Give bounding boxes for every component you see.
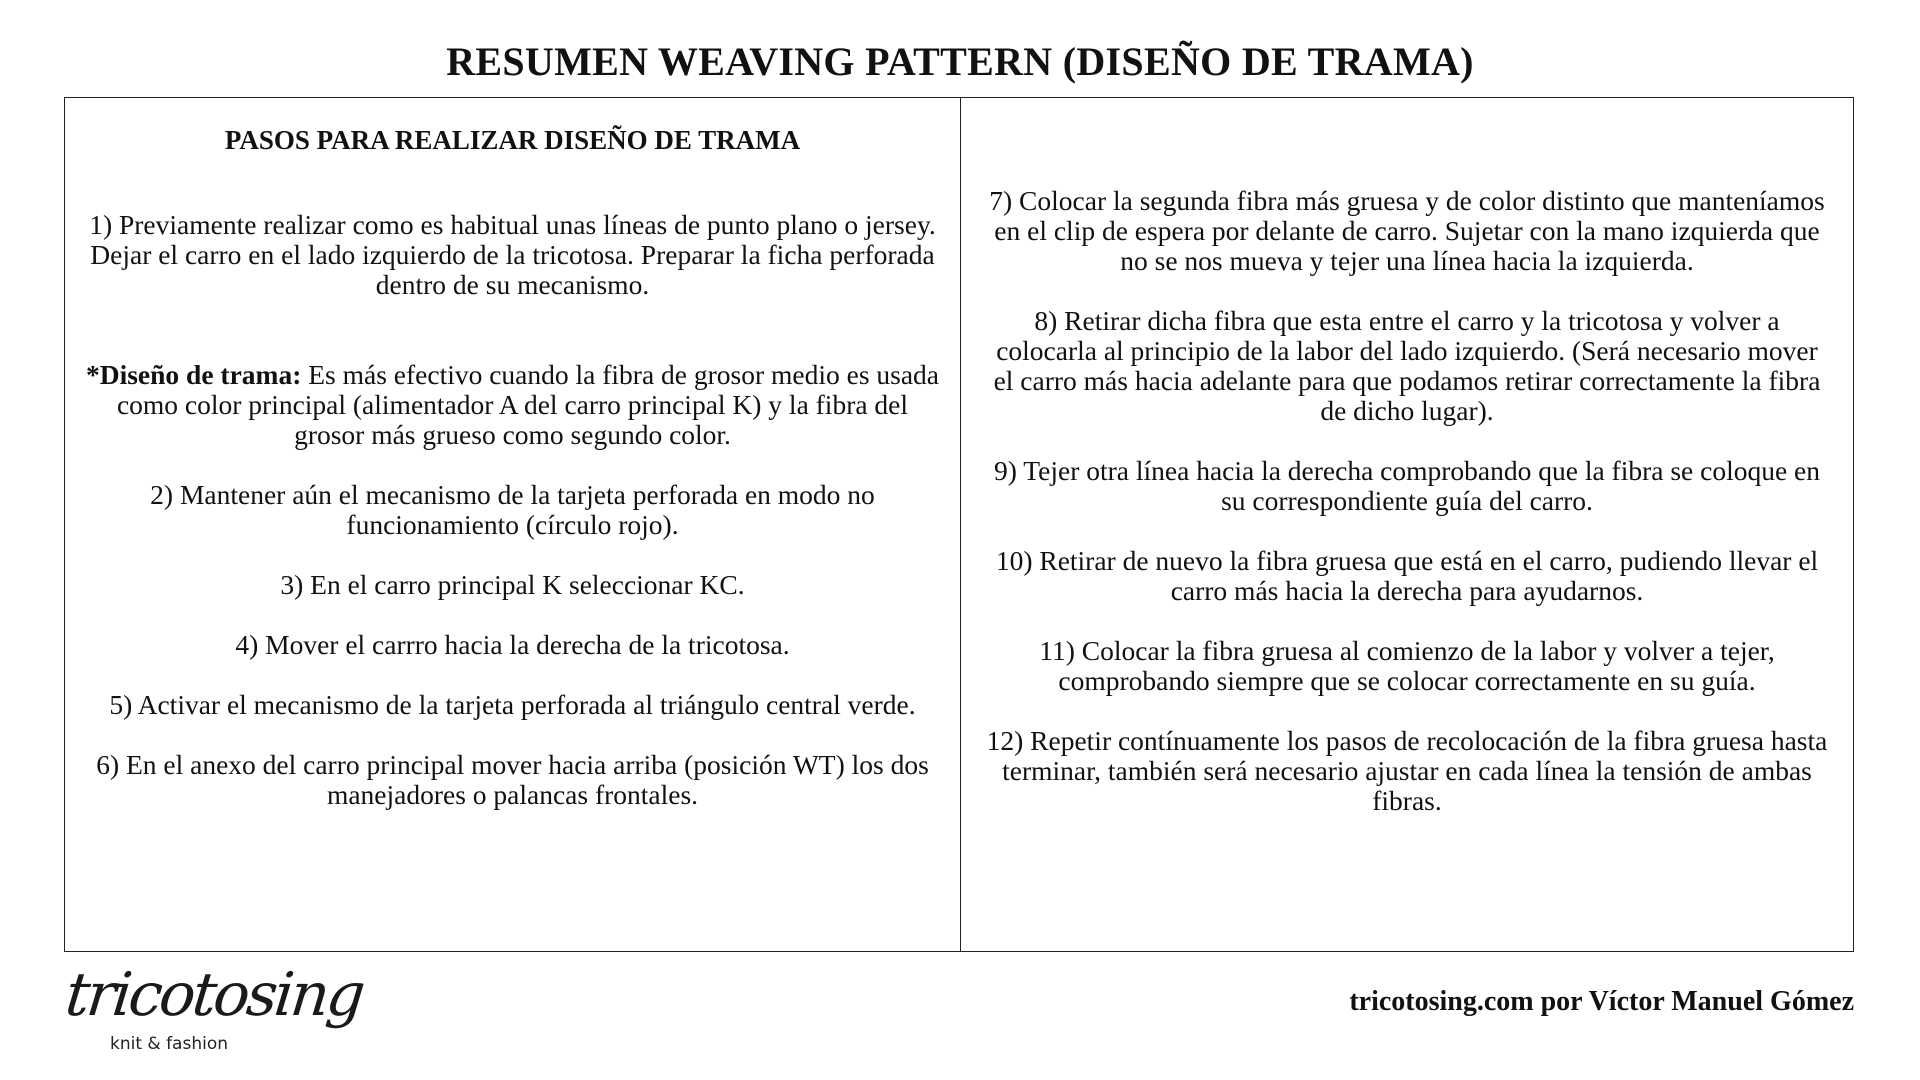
step-4: 4) Mover el carrro hacia la derecha de la tricotosa. xyxy=(235,629,790,660)
step-12: 12) Repetir contínuamente los pasos de recolocación de la fibra gruesa hasta terminar, también será necesario ajustar en cada línea la tensión de ambas fibras. xyxy=(986,725,1828,816)
step-8: 8) Retirar dicha fibra que esta entre el carro y la tricotosa y volver a colocarla al principio de la labor del lado izquierdo. (Será necesario mover el carro más hacia adelante para que podamos retirar correctamente la fibra de dicho lugar). xyxy=(993,305,1821,426)
logo-tagline: knit & fashion xyxy=(110,1034,229,1054)
left-column xyxy=(65,98,961,951)
logo-wordmark: tricotosing xyxy=(62,960,366,1030)
step-1: 1) Previamente realizar como es habitual unas líneas de punto plano o jersey. Dejar el carro en el lado izquierdo de la tricotosa. Preparar la ficha perforada dentro de su mecanismo. xyxy=(89,209,936,300)
author-credit: tricotosing.com por Víctor Manuel Gómez xyxy=(1349,986,1854,1017)
step-5: 5) Activar el mecanismo de la tarjeta perforada al triángulo central verde. xyxy=(109,689,916,720)
weaving-note-label: *Diseño de trama: xyxy=(85,359,302,390)
step-11: 11) Colocar la fibra gruesa al comienzo de la labor y volver a tejer, comprobando siempre que se colocar correctamente en su guía. xyxy=(1039,635,1775,696)
section-heading: PASOS PARA REALIZAR DISEÑO DE TRAMA xyxy=(224,125,801,155)
page-title: RESUMEN WEAVING PATTERN (DISEÑO DE TRAMA) xyxy=(446,39,1474,84)
steps-panel xyxy=(64,97,1854,952)
step-9: 9) Tejer otra línea hacia la derecha comprobando que la fibra se coloque en su correspondiente guía del carro. xyxy=(994,455,1820,516)
step-7: 7) Colocar la segunda fibra más gruesa y de color distinto que manteníamos en el clip de espera por delante de carro. Sujetar con la mano izquierda que no se nos mueva y tejer una línea hacia la izquierda. xyxy=(989,185,1825,276)
right-column xyxy=(961,98,1853,951)
step-2: 2) Mantener aún el mecanismo de la tarjeta perforada en modo no funcionamiento (círculo rojo). xyxy=(150,479,875,540)
tricotosing-logo xyxy=(62,960,366,1060)
step-6: 6) En el anexo del carro principal mover hacia arriba (posición WT) los dos manejadores o palancas frontales. xyxy=(96,749,929,810)
step-3: 3) En el carro principal K seleccionar KC. xyxy=(280,569,745,600)
weaving-note-text: Es más efectivo cuando la fibra de grosor medio es usada como color principal (alimentador A del carro principal K) y la fibra del grosor más grueso como segundo color. xyxy=(116,359,940,450)
weaving-note xyxy=(85,360,940,450)
step-10: 10) Retirar de nuevo la fibra gruesa que está en el carro, pudiendo llevar el carro más hacia la derecha para ayudarnos. xyxy=(995,545,1819,606)
